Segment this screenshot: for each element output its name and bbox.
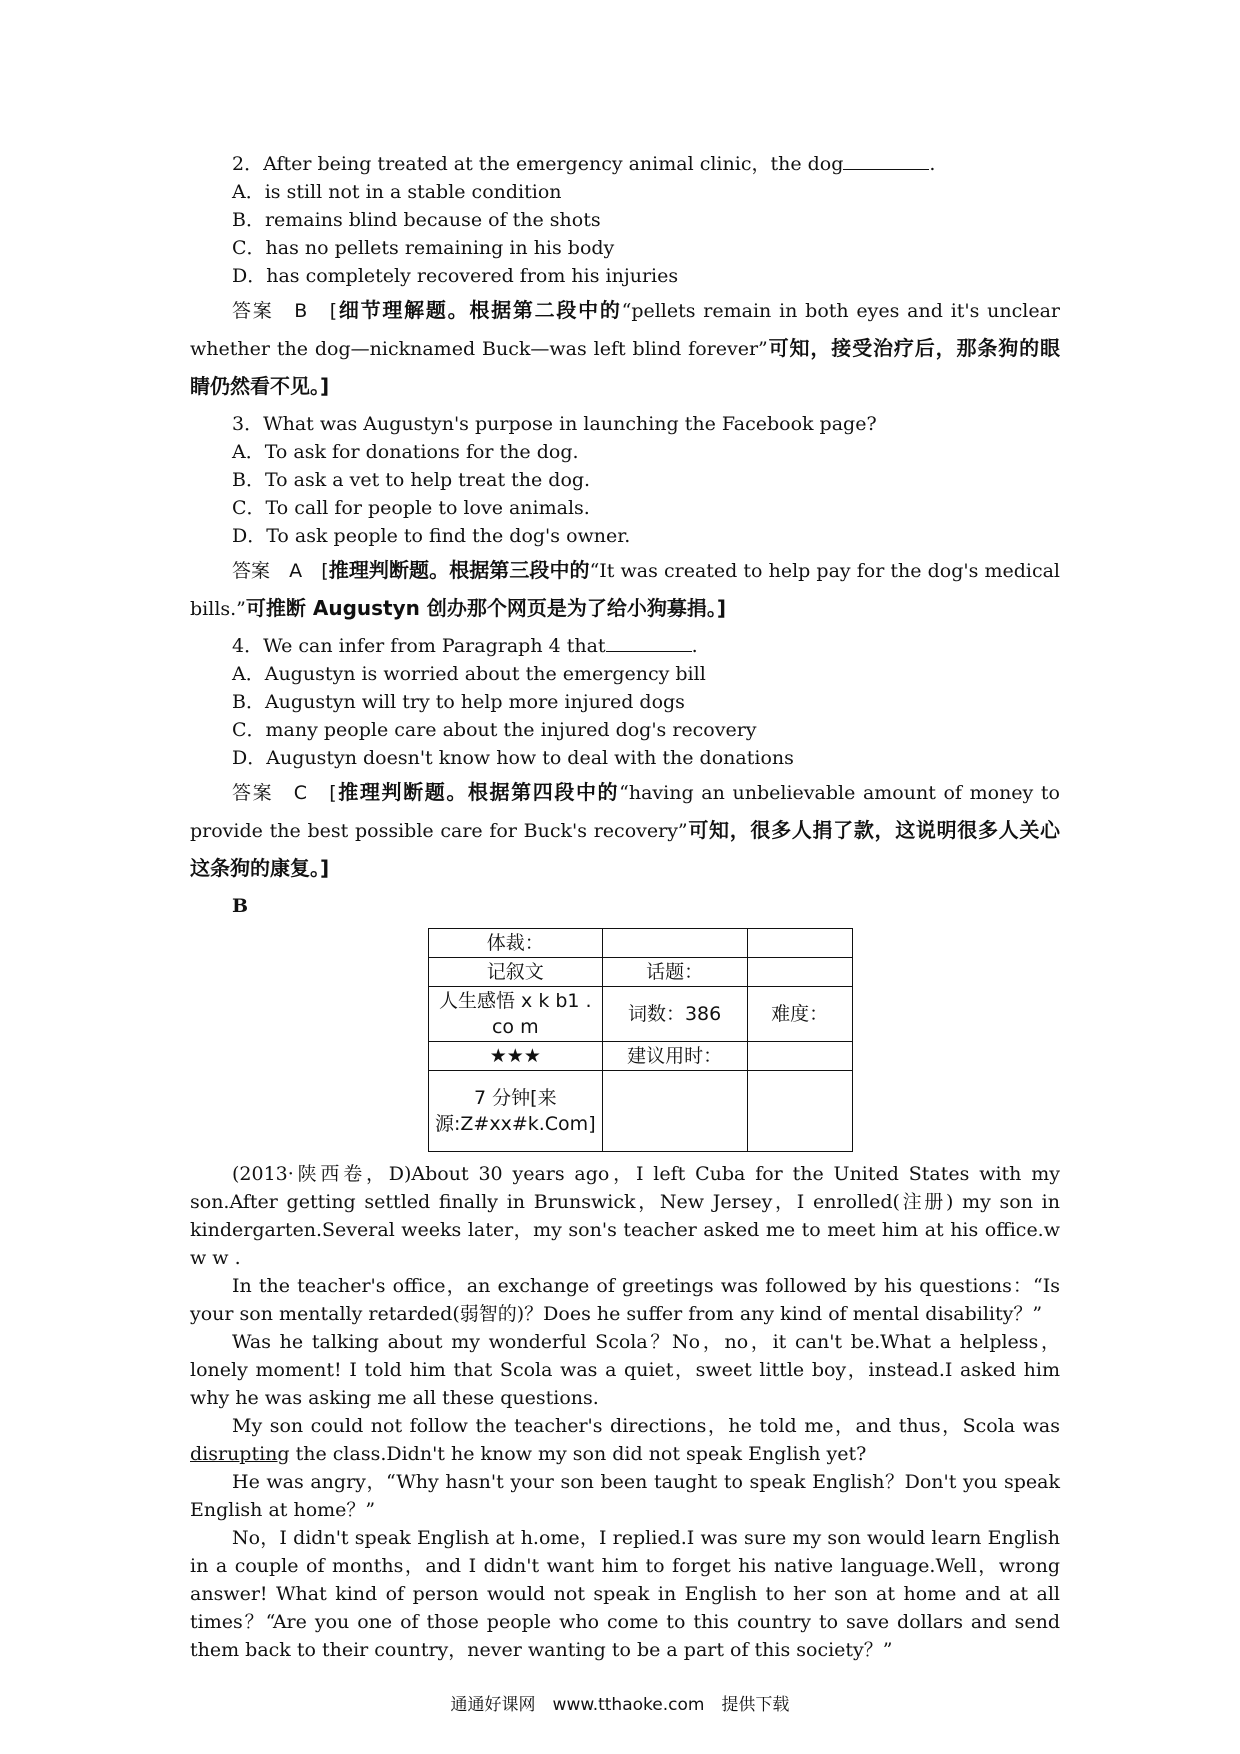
question-2-answer [190,292,1060,406]
document-content [190,150,1086,1664]
question-3-option-b: B．To ask a vet to help treat the dog. [232,469,591,491]
word-count-cell: 词数：386 [602,987,747,1042]
genre-value-cell: 记叙文 [429,958,603,987]
passage-paragraph-3: Was he talking about my wonderful Scola？No，no，it can't be.What a helpless，lonely moment! I told him that Scola was a quiet，sweet little boy，instead.I asked him why he was asking me all these questions. [190,1331,1060,1409]
question-2-stem [190,150,1060,178]
table-cell [747,929,852,958]
table-row [429,987,853,1042]
answer-type: 细节理解题。根据第二段中的 [337,298,622,322]
underlined-word: disrupting [190,1443,290,1465]
answer-quote: “having an unbelievable amount of money to provide the best possible care for Buck's recovery” [190,782,1060,842]
section-label: B [232,895,249,917]
question-4-stem [190,632,1060,660]
table-row [429,1042,853,1071]
passage-paragraph-1: (2013·陕西卷，D)About 30 years ago，I left Cuba for the United States with my son.After getting settled finally in Brunswick，New Jersey，I enrolled(注册) my son in kindergarten.Several weeks later，my son's teacher asked me to meet him at his office.w w w . [190,1163,1086,1269]
topic-label-cell: 话题： [602,958,747,987]
answer-blank [843,168,929,170]
answer-label: 答案 C [ [232,782,337,804]
question-4-answer [190,774,1060,888]
question-2-end: . [929,153,936,175]
answer-explanation: 可知，接受治疗后，那条狗的眼睛仍然看不见。] [190,336,1060,398]
question-4-option-b: B．Augustyn will try to help more injured dogs [232,691,685,713]
passage-info-table [428,928,853,1152]
table-cell [602,929,747,958]
passage-paragraph-6: No，I didn't speak English at h.ome，I replied.I was sure my son would learn English in a couple of months，and I didn't want him to forget his native language.Well，wrong answer! What kind of person would not speak in English to her son at home and at all times？“Are you one of those people who come to this country to save dollars and send them back to their country，never wanting to be a part of this society？” [190,1527,1060,1661]
passage-paragraph-4 [190,1412,1060,1468]
question-2-option-d: D．has completely recovered from his injuries [232,265,679,287]
passage-paragraph-5: He was angry，“Why hasn't your son been taught to speak English？Don't you speak English at home？” [190,1471,1060,1521]
paragraph-text: My son could not follow the teacher's directions，he told me，and thus，Scola was [232,1415,1060,1437]
question-3-option-d: D．To ask people to find the dog's owner. [232,525,631,547]
question-3-option-a: A．To ask for donations for the dog. [232,441,579,463]
table-row [429,929,853,958]
table-row [429,958,853,987]
question-3-stem: 3．What was Augustyn's purpose in launching the Facebook page? [232,413,877,435]
table-cell [747,1071,852,1152]
passage-paragraph-2: In the teacher's office，an exchange of greetings was followed by his questions：“Is your son mentally retarded(弱智的)？Does he suffer from any kind of mental disability？” [190,1275,1060,1325]
answer-quote: “pellets remain in both eyes and it's unclear whether the dog—nicknamed Buck—was left blind forever” [190,300,1061,360]
genre-label-cell: 体裁： [429,929,603,958]
question-2-option-a: A．is still not in a stable condition [232,181,562,203]
answer-type: 推理判断题。根据第三段中的 [328,558,590,582]
answer-explanation: 可推断 Augustyn 创办那个网页是为了给小狗募捐。] [245,596,726,620]
question-3-answer [190,552,1060,628]
question-4-text: 4．We can infer from Paragraph 4 that [232,635,606,657]
question-4-option-a: A．Augustyn is worried about the emergency bill [232,663,706,685]
difficulty-label-cell: 难度： [747,987,852,1042]
paragraph-text: the class.Didn't he know my son did not speak English yet? [289,1443,867,1465]
table-row [429,1071,853,1152]
question-4-option-c: C．many people care about the injured dog's recovery [232,719,757,741]
answer-blank [606,650,692,652]
table-cell [602,1071,747,1152]
topic-value-cell: 人生感悟 x k b1 . co m [429,987,603,1042]
time-label-cell: 建议用时： [602,1042,747,1071]
question-3-option-c: C．To call for people to love animals. [232,497,590,519]
table-cell [747,1042,852,1071]
question-4-end: . [691,635,698,657]
answer-label: 答案 A [ [232,560,329,582]
question-2-option-c: C．has no pellets remaining in his body [232,237,615,259]
table-cell [747,958,852,987]
question-2-option-b: B．remains blind because of the shots [232,209,601,231]
answer-quote: “It was created to help pay for the dog's medical bills.” [190,560,1060,620]
time-value-cell: 7 分钟[来源:Z#xx#k.Com] [429,1071,603,1152]
question-4-option-d: D．Augustyn doesn't know how to deal with the donations [232,747,794,769]
answer-type: 推理判断题。根据第四段中的 [336,780,620,804]
answer-label: 答案 B [ [232,300,338,322]
page-footer: 通通好课网 www.tthaoke.com 提供下载 [450,1695,790,1715]
answer-explanation: 可知，很多人捐了款，这说明很多人关心这条狗的康复。] [190,818,1061,880]
question-2-text: 2．After being treated at the emergency animal clinic，the dog [232,153,844,175]
difficulty-stars-cell: ★★★ [429,1042,603,1071]
